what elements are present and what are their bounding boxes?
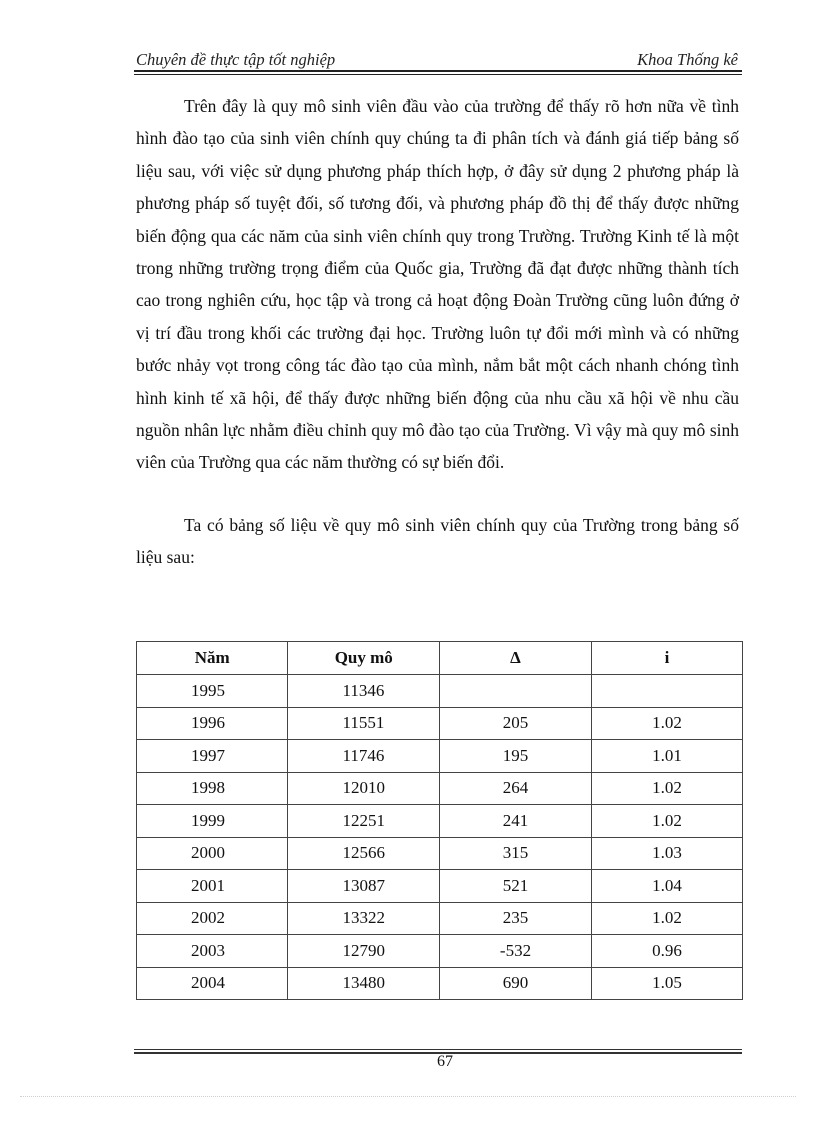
table-row (137, 837, 743, 870)
cell-year: 2000 (137, 837, 288, 870)
cell-year: 1996 (137, 707, 288, 740)
cell-index: 1.04 (591, 870, 742, 903)
column-header-year: Năm (137, 642, 288, 675)
cell-year: 2001 (137, 870, 288, 903)
header-document-title: Chuyên đề thực tập tốt nghiệp (136, 50, 336, 69)
cell-delta: 690 (440, 967, 592, 1000)
cell-scale: 12790 (288, 935, 440, 968)
table-row (137, 772, 743, 805)
cell-index (591, 675, 742, 708)
body-paragraph-2: Ta có bảng số liệu về quy mô sinh viên chính quy của Trường trong bảng số liệu sau: (136, 515, 739, 568)
table-row (137, 675, 743, 708)
cell-delta: 264 (440, 772, 592, 805)
cell-delta: -532 (440, 935, 592, 968)
cell-index: 1.02 (591, 902, 742, 935)
column-header-scale: Quy mô (288, 642, 440, 675)
table-row (137, 902, 743, 935)
cell-delta (440, 675, 592, 708)
header-divider (134, 70, 742, 72)
cell-year: 1995 (137, 675, 288, 708)
footer-divider-thin (134, 1049, 742, 1050)
table-row (137, 707, 743, 740)
cell-delta: 315 (440, 837, 592, 870)
header-divider-thin (134, 74, 742, 75)
table-row (137, 805, 743, 838)
student-scale-table (136, 641, 743, 1000)
cell-index: 1.03 (591, 837, 742, 870)
cell-year: 1997 (137, 740, 288, 773)
cell-scale: 12251 (288, 805, 440, 838)
cell-year: 1998 (137, 772, 288, 805)
cell-index: 1.02 (591, 707, 742, 740)
cell-delta: 235 (440, 902, 592, 935)
cell-scale: 11746 (288, 740, 440, 773)
cell-index: 1.05 (591, 967, 742, 1000)
page-bottom-border (20, 1096, 796, 1097)
table-header-row (137, 642, 743, 675)
cell-scale: 12566 (288, 837, 440, 870)
page-header (136, 50, 740, 72)
table-row (137, 870, 743, 903)
cell-scale: 13322 (288, 902, 440, 935)
cell-delta: 205 (440, 707, 592, 740)
cell-year: 2003 (137, 935, 288, 968)
cell-year: 2004 (137, 967, 288, 1000)
column-header-delta: Δ (440, 642, 592, 675)
cell-delta: 241 (440, 805, 592, 838)
cell-scale: 12010 (288, 772, 440, 805)
cell-scale: 13480 (288, 967, 440, 1000)
column-header-index: i (591, 642, 742, 675)
table-row (137, 967, 743, 1000)
table-row (137, 740, 743, 773)
cell-index: 0.96 (591, 935, 742, 968)
cell-scale: 11346 (288, 675, 440, 708)
cell-scale: 11551 (288, 707, 440, 740)
cell-delta: 195 (440, 740, 592, 773)
cell-year: 1999 (137, 805, 288, 838)
cell-year: 2002 (137, 902, 288, 935)
body-paragraph-1: Trên đây là quy mô sinh viên đầu vào của trường để thấy rõ hơn nữa về tình hình đào tạo của sinh viên chính quy chúng ta đi phân tích và đánh giá tiếp bảng số liệu sau, với việc sử dụng phương pháp thích hợp, ở đây sử dụng 2 phương pháp là phương pháp số tuyệt đối, số tương đối, và phương pháp đồ thị để thấy được những biến động qua các năm của sinh viên chính quy trong Trường. Trường Kinh tế là một trong những trường trọng điểm của Quốc gia, Trường đã đạt được những thành tích cao trong nghiên cứu, học tập và trong cả hoạt động Đoàn Trường cũng luôn đứng ở vị trí đầu trong khối các trường đại học. Trường luôn tự đổi mới mình và có những bước nhảy vọt trong công tác đào tạo của mình, nắm bắt một cách nhanh chóng tình hình kinh tế xã hội, để thấy được những biến động của nhu cầu xã hội về nhu cầu nguồn nhân lực nhằm điều chỉnh quy mô đào tạo của Trường. Vì vậy mà quy mô sinh viên của Trường qua các năm thường có sự biến đổi. (136, 96, 739, 473)
cell-index: 1.02 (591, 772, 742, 805)
table-row (137, 935, 743, 968)
cell-index: 1.01 (591, 740, 742, 773)
page-number: 67 (437, 1053, 453, 1070)
cell-delta: 521 (440, 870, 592, 903)
cell-index: 1.02 (591, 805, 742, 838)
header-department: Khoa Thống kê (637, 50, 738, 69)
cell-scale: 13087 (288, 870, 440, 903)
